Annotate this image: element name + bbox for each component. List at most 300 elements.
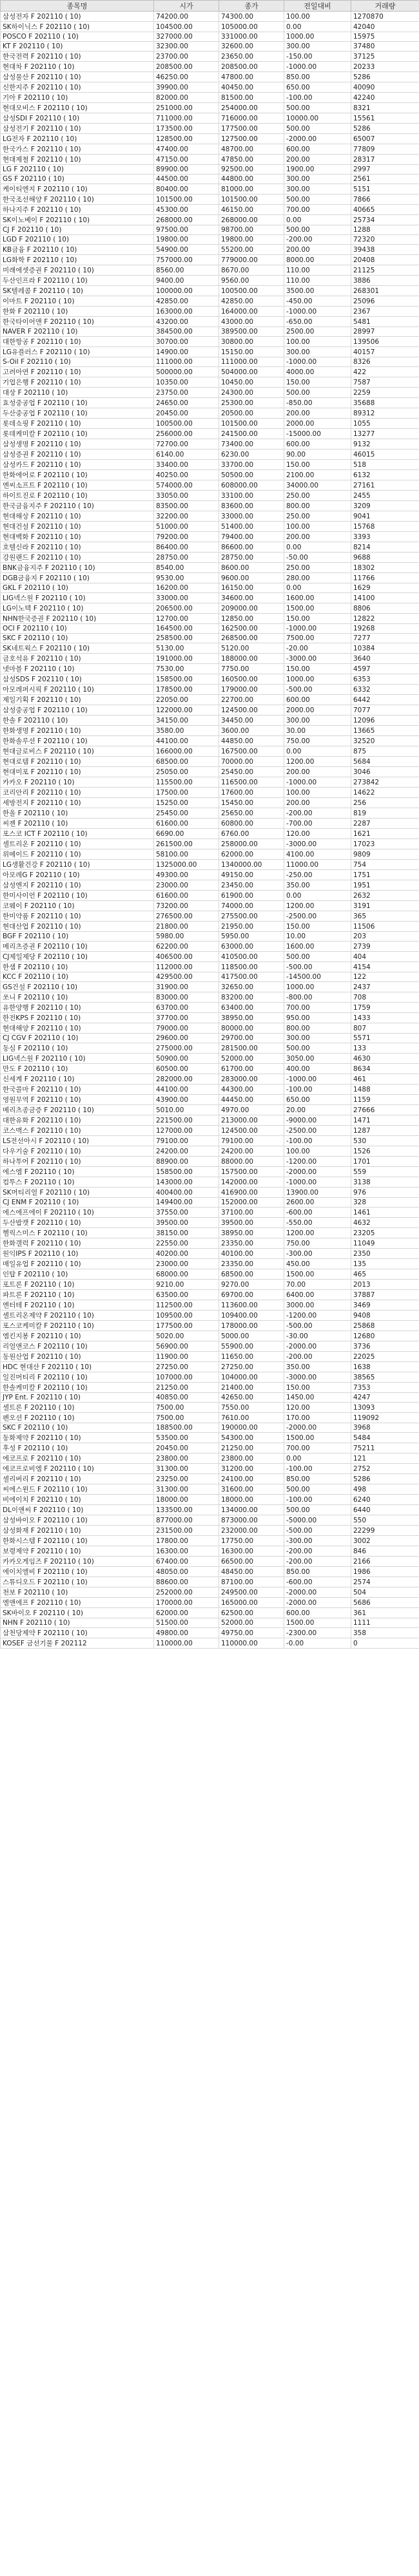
table-row[interactable] bbox=[1, 1628, 419, 1638]
header-volume[interactable]: 거래량 bbox=[351, 1, 419, 12]
table-row[interactable] bbox=[1, 82, 419, 93]
item-name-cell: 현대해양 F 202110 ( 10) bbox=[1, 1023, 154, 1034]
close-price-cell: 410500.00 bbox=[219, 952, 284, 962]
table-row[interactable] bbox=[1, 1443, 419, 1454]
volume-cell: 19268 bbox=[351, 624, 419, 634]
close-price-cell: 118500.00 bbox=[219, 962, 284, 972]
table-row[interactable] bbox=[1, 337, 419, 347]
table-row[interactable] bbox=[1, 1362, 419, 1372]
volume-cell: 273842 bbox=[351, 777, 419, 788]
item-name-cell: 삼성전기 F 202110 ( 10) bbox=[1, 124, 154, 134]
volume-cell: 6240 bbox=[351, 1495, 419, 1505]
close-price-cell: 81000.00 bbox=[219, 184, 284, 194]
change-cell: 1500.00 bbox=[284, 603, 351, 614]
open-price-cell: 54900.00 bbox=[154, 245, 219, 255]
table-row[interactable] bbox=[1, 808, 419, 819]
table-row[interactable] bbox=[1, 1146, 419, 1157]
volume-cell: 5286 bbox=[351, 124, 419, 134]
volume-cell: 3191 bbox=[351, 901, 419, 911]
table-row[interactable] bbox=[1, 205, 419, 215]
table-row[interactable] bbox=[1, 1259, 419, 1269]
header-open-price[interactable]: 시가 bbox=[154, 1, 219, 12]
table-row[interactable] bbox=[1, 296, 419, 307]
table-row[interactable] bbox=[1, 1280, 419, 1290]
close-price-cell: 62500.00 bbox=[219, 1608, 284, 1618]
item-name-cell: SK머티리얼 F 202110 ( 10) bbox=[1, 1188, 154, 1198]
close-price-cell: 25300.00 bbox=[219, 398, 284, 408]
table-row[interactable] bbox=[1, 155, 419, 165]
item-name-cell: GS F 202110 ( 10) bbox=[1, 175, 154, 184]
table-row[interactable] bbox=[1, 614, 419, 624]
volume-cell: 13277 bbox=[351, 429, 419, 439]
table-row[interactable] bbox=[1, 891, 419, 901]
table-row[interactable] bbox=[1, 1608, 419, 1618]
table-row[interactable] bbox=[1, 1095, 419, 1105]
table-row[interactable] bbox=[1, 1115, 419, 1126]
table-row[interactable] bbox=[1, 1034, 419, 1043]
close-price-cell: 7750.00 bbox=[219, 664, 284, 674]
close-price-cell: 73400.00 bbox=[219, 439, 284, 450]
change-cell: 350.00 bbox=[284, 880, 351, 891]
close-price-cell: 21400.00 bbox=[219, 1383, 284, 1393]
table-row[interactable] bbox=[1, 1536, 419, 1546]
table-row[interactable] bbox=[1, 286, 419, 296]
table-row[interactable] bbox=[1, 1423, 419, 1433]
table-row[interactable] bbox=[1, 429, 419, 439]
close-price-cell: 110000.00 bbox=[219, 1638, 284, 1649]
table-row[interactable] bbox=[1, 932, 419, 942]
table-row[interactable] bbox=[1, 982, 419, 992]
table-row[interactable] bbox=[1, 194, 419, 205]
close-price-cell: 101500.00 bbox=[219, 194, 284, 205]
close-price-cell: 34450.00 bbox=[219, 715, 284, 726]
table-row[interactable] bbox=[1, 870, 419, 880]
table-row[interactable] bbox=[1, 643, 419, 654]
table-row[interactable] bbox=[1, 849, 419, 860]
change-cell: 0.00 bbox=[284, 891, 351, 901]
table-row[interactable] bbox=[1, 327, 419, 337]
open-price-cell: 1325000.00 bbox=[154, 860, 219, 870]
close-price-cell: 50500.00 bbox=[219, 470, 284, 480]
table-row[interactable] bbox=[1, 113, 419, 124]
volume-cell: 14100 bbox=[351, 593, 419, 603]
open-price-cell: 40850.00 bbox=[154, 1393, 219, 1403]
change-cell: -200.00 bbox=[284, 235, 351, 245]
item-name-cell: SKC F 202110 ( 10) bbox=[1, 1423, 154, 1433]
table-row[interactable] bbox=[1, 1023, 419, 1034]
volume-cell: 7587 bbox=[351, 377, 419, 388]
table-row[interactable] bbox=[1, 1567, 419, 1577]
table-row[interactable] bbox=[1, 1618, 419, 1628]
open-price-cell: 28750.00 bbox=[154, 553, 219, 563]
table-row[interactable] bbox=[1, 470, 419, 480]
table-row[interactable] bbox=[1, 225, 419, 235]
open-price-cell: 115500.00 bbox=[154, 777, 219, 788]
table-row[interactable] bbox=[1, 1013, 419, 1023]
item-name-cell: 현대제철 F 202110 ( 10) bbox=[1, 155, 154, 165]
table-row[interactable] bbox=[1, 307, 419, 317]
table-row[interactable] bbox=[1, 1587, 419, 1598]
table-row[interactable] bbox=[1, 1074, 419, 1084]
table-row[interactable] bbox=[1, 1372, 419, 1383]
open-price-cell: 757000.00 bbox=[154, 255, 219, 265]
table-row[interactable] bbox=[1, 880, 419, 891]
table-row[interactable] bbox=[1, 860, 419, 870]
table-row[interactable] bbox=[1, 757, 419, 767]
table-row[interactable] bbox=[1, 603, 419, 614]
close-price-cell: 3600.00 bbox=[219, 726, 284, 736]
close-price-cell: 70000.00 bbox=[219, 757, 284, 767]
table-row[interactable] bbox=[1, 1208, 419, 1218]
table-header-row bbox=[1, 1, 419, 12]
table-row[interactable] bbox=[1, 1167, 419, 1177]
table-row[interactable] bbox=[1, 1474, 419, 1484]
table-row[interactable] bbox=[1, 32, 419, 42]
table-row[interactable] bbox=[1, 1084, 419, 1095]
close-price-cell: 68500.00 bbox=[219, 1269, 284, 1280]
change-cell: 250.00 bbox=[284, 563, 351, 573]
table-row[interactable] bbox=[1, 1269, 419, 1280]
table-row[interactable] bbox=[1, 1249, 419, 1259]
table-row[interactable] bbox=[1, 1413, 419, 1423]
table-row[interactable] bbox=[1, 1105, 419, 1115]
table-row[interactable] bbox=[1, 1064, 419, 1074]
volume-cell: 328 bbox=[351, 1198, 419, 1208]
volume-cell: 4154 bbox=[351, 962, 419, 972]
table-row[interactable] bbox=[1, 1136, 419, 1146]
table-row[interactable] bbox=[1, 674, 419, 685]
volume-cell: 1055 bbox=[351, 419, 419, 429]
table-row[interactable] bbox=[1, 1003, 419, 1013]
open-price-cell: 7500.00 bbox=[154, 1413, 219, 1423]
table-row[interactable] bbox=[1, 398, 419, 408]
table-row[interactable] bbox=[1, 583, 419, 593]
table-row[interactable] bbox=[1, 705, 419, 715]
table-row[interactable] bbox=[1, 265, 419, 276]
open-price-cell: 9210.00 bbox=[154, 1280, 219, 1290]
table-row[interactable] bbox=[1, 1454, 419, 1464]
change-cell: 250.00 bbox=[284, 491, 351, 501]
close-price-cell: 258000.00 bbox=[219, 839, 284, 849]
change-cell: 3050.00 bbox=[284, 1054, 351, 1064]
table-row[interactable] bbox=[1, 388, 419, 398]
table-row[interactable] bbox=[1, 1577, 419, 1587]
open-price-cell: 79100.00 bbox=[154, 1136, 219, 1146]
table-row[interactable] bbox=[1, 357, 419, 367]
change-cell: 100.00 bbox=[284, 12, 351, 22]
volume-cell: 2367 bbox=[351, 307, 419, 317]
item-name-cell: 카카오 F 202110 ( 10) bbox=[1, 777, 154, 788]
open-price-cell: 23750.00 bbox=[154, 388, 219, 398]
close-price-cell: 177500.00 bbox=[219, 124, 284, 134]
volume-cell: 3968 bbox=[351, 1423, 419, 1433]
item-name-cell: 삼성SDI F 202110 ( 10) bbox=[1, 113, 154, 124]
table-row[interactable] bbox=[1, 276, 419, 286]
change-cell: 800.00 bbox=[284, 1023, 351, 1034]
open-price-cell: 83500.00 bbox=[154, 501, 219, 511]
table-row[interactable] bbox=[1, 1433, 419, 1443]
table-row[interactable] bbox=[1, 532, 419, 542]
table-row[interactable] bbox=[1, 12, 419, 22]
table-row[interactable] bbox=[1, 93, 419, 103]
table-row[interactable] bbox=[1, 695, 419, 705]
table-row[interactable] bbox=[1, 942, 419, 952]
close-price-cell: 232000.00 bbox=[219, 1526, 284, 1536]
table-row[interactable] bbox=[1, 184, 419, 194]
table-row[interactable] bbox=[1, 1290, 419, 1300]
table-row[interactable] bbox=[1, 1515, 419, 1526]
table-row[interactable] bbox=[1, 1300, 419, 1311]
item-name-cell: 대한유화 F 202110 ( 10) bbox=[1, 1115, 154, 1126]
table-row[interactable] bbox=[1, 72, 419, 82]
close-price-cell: 716000.00 bbox=[219, 113, 284, 124]
table-row[interactable] bbox=[1, 1546, 419, 1557]
table-row[interactable] bbox=[1, 553, 419, 563]
table-row[interactable] bbox=[1, 819, 419, 829]
table-row[interactable] bbox=[1, 654, 419, 664]
volume-cell: 404 bbox=[351, 952, 419, 962]
change-cell: 110.00 bbox=[284, 276, 351, 286]
volume-cell: 1759 bbox=[351, 1003, 419, 1013]
table-row[interactable] bbox=[1, 767, 419, 777]
volume-cell: 1526 bbox=[351, 1146, 419, 1157]
open-price-cell: 112500.00 bbox=[154, 1300, 219, 1311]
change-cell: 300.00 bbox=[284, 42, 351, 52]
change-cell: -450.00 bbox=[284, 296, 351, 307]
table-row[interactable] bbox=[1, 1321, 419, 1331]
change-cell: -600.00 bbox=[284, 1208, 351, 1218]
item-name-cell: 한미사이언 F 202110 ( 10) bbox=[1, 891, 154, 901]
change-cell: 850.00 bbox=[284, 1567, 351, 1577]
table-row[interactable] bbox=[1, 408, 419, 419]
table-row[interactable] bbox=[1, 1188, 419, 1198]
table-row[interactable] bbox=[1, 542, 419, 553]
table-row[interactable] bbox=[1, 901, 419, 911]
volume-cell: 1986 bbox=[351, 1567, 419, 1577]
change-cell: 34000.00 bbox=[284, 480, 351, 491]
table-row[interactable] bbox=[1, 522, 419, 532]
close-price-cell: 275500.00 bbox=[219, 911, 284, 922]
table-row[interactable] bbox=[1, 235, 419, 245]
table-row[interactable] bbox=[1, 593, 419, 603]
item-name-cell: 파트론 F 202110 ( 10) bbox=[1, 1290, 154, 1300]
table-row[interactable] bbox=[1, 922, 419, 932]
volume-cell: 4630 bbox=[351, 1054, 419, 1064]
item-name-cell: 기아 F 202110 ( 10) bbox=[1, 93, 154, 103]
table-row[interactable] bbox=[1, 1218, 419, 1228]
table-row[interactable] bbox=[1, 62, 419, 72]
table-row[interactable] bbox=[1, 1403, 419, 1413]
item-name-cell: BGF F 202110 ( 10) bbox=[1, 932, 154, 942]
table-row[interactable] bbox=[1, 573, 419, 583]
close-price-cell: 55900.00 bbox=[219, 1341, 284, 1352]
table-row[interactable] bbox=[1, 624, 419, 634]
table-row[interactable] bbox=[1, 501, 419, 511]
table-row[interactable] bbox=[1, 1352, 419, 1362]
table-row[interactable] bbox=[1, 175, 419, 184]
table-row[interactable] bbox=[1, 134, 419, 144]
table-row[interactable] bbox=[1, 726, 419, 736]
change-cell: 450.00 bbox=[284, 1259, 351, 1269]
table-row[interactable] bbox=[1, 480, 419, 491]
open-price-cell: 82000.00 bbox=[154, 93, 219, 103]
item-name-cell: LG생활건강 F 202110 ( 10) bbox=[1, 860, 154, 870]
volume-cell: 27161 bbox=[351, 480, 419, 491]
table-row[interactable] bbox=[1, 1598, 419, 1608]
table-row[interactable] bbox=[1, 839, 419, 849]
close-price-cell: 213000.00 bbox=[219, 1115, 284, 1126]
table-row[interactable] bbox=[1, 1311, 419, 1321]
table-row[interactable] bbox=[1, 788, 419, 798]
table-row[interactable] bbox=[1, 52, 419, 62]
table-row[interactable] bbox=[1, 165, 419, 175]
volume-cell: 1287 bbox=[351, 1126, 419, 1136]
table-row[interactable] bbox=[1, 1505, 419, 1515]
volume-cell: 6442 bbox=[351, 695, 419, 705]
table-row[interactable] bbox=[1, 962, 419, 972]
table-row[interactable] bbox=[1, 103, 419, 113]
table-row[interactable] bbox=[1, 1054, 419, 1064]
close-price-cell: 38950.00 bbox=[219, 1228, 284, 1238]
close-price-cell: 24100.00 bbox=[219, 1474, 284, 1484]
table-row[interactable] bbox=[1, 715, 419, 726]
open-price-cell: 37550.00 bbox=[154, 1208, 219, 1218]
change-cell: -700.00 bbox=[284, 819, 351, 829]
item-name-cell: GS건설 F 202110 ( 10) bbox=[1, 982, 154, 992]
item-name-cell: 금호석유 F 202110 ( 10) bbox=[1, 654, 154, 664]
table-row[interactable] bbox=[1, 1495, 419, 1505]
item-name-cell: 아모레퍼시픽 F 202110 ( 10) bbox=[1, 685, 154, 695]
table-row[interactable] bbox=[1, 215, 419, 225]
item-name-cell: 한국콜마 F 202110 ( 10) bbox=[1, 1084, 154, 1095]
table-row[interactable] bbox=[1, 829, 419, 839]
table-row[interactable] bbox=[1, 42, 419, 52]
change-cell: 2000.00 bbox=[284, 419, 351, 429]
item-name-cell: LIG넥스원 F 202110 ( 10) bbox=[1, 1054, 154, 1064]
table-row[interactable] bbox=[1, 1126, 419, 1136]
table-row[interactable] bbox=[1, 1238, 419, 1249]
table-row[interactable] bbox=[1, 1484, 419, 1495]
change-cell: -800.00 bbox=[284, 992, 351, 1003]
header-item-name[interactable]: 종목명 bbox=[1, 1, 154, 12]
table-row[interactable] bbox=[1, 685, 419, 695]
close-price-cell: 86600.00 bbox=[219, 542, 284, 553]
table-row[interactable] bbox=[1, 367, 419, 377]
open-price-cell: 15250.00 bbox=[154, 798, 219, 808]
open-price-cell: 178500.00 bbox=[154, 685, 219, 695]
change-cell: 500.00 bbox=[284, 388, 351, 398]
close-price-cell: 779000.00 bbox=[219, 255, 284, 265]
table-row[interactable] bbox=[1, 798, 419, 808]
table-row[interactable] bbox=[1, 1043, 419, 1054]
open-price-cell: 221500.00 bbox=[154, 1115, 219, 1126]
change-cell: 1000.00 bbox=[284, 982, 351, 992]
volume-cell: 12822 bbox=[351, 614, 419, 624]
table-row[interactable] bbox=[1, 255, 419, 265]
volume-cell: 6353 bbox=[351, 674, 419, 685]
item-name-cell: 두산밥캣 F 202110 ( 10) bbox=[1, 1218, 154, 1228]
table-row[interactable] bbox=[1, 1198, 419, 1208]
table-row[interactable] bbox=[1, 952, 419, 962]
table-row[interactable] bbox=[1, 22, 419, 32]
volume-cell: 7353 bbox=[351, 1383, 419, 1393]
change-cell: 200.00 bbox=[284, 155, 351, 165]
table-row[interactable] bbox=[1, 1177, 419, 1188]
volume-cell: 35688 bbox=[351, 398, 419, 408]
item-name-cell: 삼천당제약 F 202110 ( 10) bbox=[1, 1628, 154, 1638]
table-row[interactable] bbox=[1, 736, 419, 746]
table-row[interactable] bbox=[1, 1526, 419, 1536]
close-price-cell: 208500.00 bbox=[219, 62, 284, 72]
close-price-cell: 15150.00 bbox=[219, 347, 284, 357]
change-cell: -150.00 bbox=[284, 52, 351, 62]
header-close-price[interactable]: 종가 bbox=[219, 1, 284, 12]
table-row[interactable] bbox=[1, 777, 419, 788]
table-row[interactable] bbox=[1, 746, 419, 757]
table-row[interactable] bbox=[1, 450, 419, 460]
table-row[interactable] bbox=[1, 419, 419, 429]
volume-cell: 42040 bbox=[351, 22, 419, 32]
table-row[interactable] bbox=[1, 347, 419, 357]
item-name-cell: DGB금융지 F 202110 ( 10) bbox=[1, 573, 154, 583]
table-row[interactable] bbox=[1, 1383, 419, 1393]
table-row[interactable] bbox=[1, 1638, 419, 1649]
table-row[interactable] bbox=[1, 664, 419, 674]
change-cell: -1200.00 bbox=[284, 1311, 351, 1321]
close-price-cell: 47800.00 bbox=[219, 72, 284, 82]
table-row[interactable] bbox=[1, 491, 419, 501]
table-row[interactable] bbox=[1, 911, 419, 922]
open-price-cell: 61600.00 bbox=[154, 891, 219, 901]
item-name-cell: 에이치엘비 F 202110 ( 10) bbox=[1, 1567, 154, 1577]
table-row[interactable] bbox=[1, 245, 419, 255]
volume-cell: 25096 bbox=[351, 296, 419, 307]
table-row[interactable] bbox=[1, 1331, 419, 1341]
table-row[interactable] bbox=[1, 439, 419, 450]
item-name-cell: KOSEF 금선기물 F 202112 bbox=[1, 1638, 154, 1649]
table-row[interactable] bbox=[1, 460, 419, 470]
table-row[interactable] bbox=[1, 377, 419, 388]
table-row[interactable] bbox=[1, 124, 419, 134]
change-cell: 120.00 bbox=[284, 829, 351, 839]
change-cell: -2000.00 bbox=[284, 1587, 351, 1598]
table-row[interactable] bbox=[1, 144, 419, 155]
open-price-cell: 12700.00 bbox=[154, 614, 219, 624]
table-row[interactable] bbox=[1, 1228, 419, 1238]
table-row[interactable] bbox=[1, 1557, 419, 1567]
table-row[interactable] bbox=[1, 317, 419, 327]
header-change[interactable]: 전일대비 bbox=[284, 1, 351, 12]
table-row[interactable] bbox=[1, 563, 419, 573]
open-price-cell: 23800.00 bbox=[154, 1454, 219, 1464]
table-row[interactable] bbox=[1, 1393, 419, 1403]
table-row[interactable] bbox=[1, 1464, 419, 1474]
table-row[interactable] bbox=[1, 992, 419, 1003]
open-price-cell: 32200.00 bbox=[154, 511, 219, 522]
open-price-cell: 110000.00 bbox=[154, 1638, 219, 1649]
table-row[interactable] bbox=[1, 511, 419, 522]
table-row[interactable] bbox=[1, 972, 419, 982]
change-cell: 1600.00 bbox=[284, 593, 351, 603]
item-name-cell: OCI F 202110 ( 10) bbox=[1, 624, 154, 634]
table-row[interactable] bbox=[1, 1341, 419, 1352]
change-cell: -2000.00 bbox=[284, 1598, 351, 1608]
volume-cell: 11506 bbox=[351, 922, 419, 932]
table-row[interactable] bbox=[1, 634, 419, 643]
close-price-cell: 74000.00 bbox=[219, 901, 284, 911]
table-row[interactable] bbox=[1, 1157, 419, 1167]
close-price-cell: 5000.00 bbox=[219, 1331, 284, 1341]
